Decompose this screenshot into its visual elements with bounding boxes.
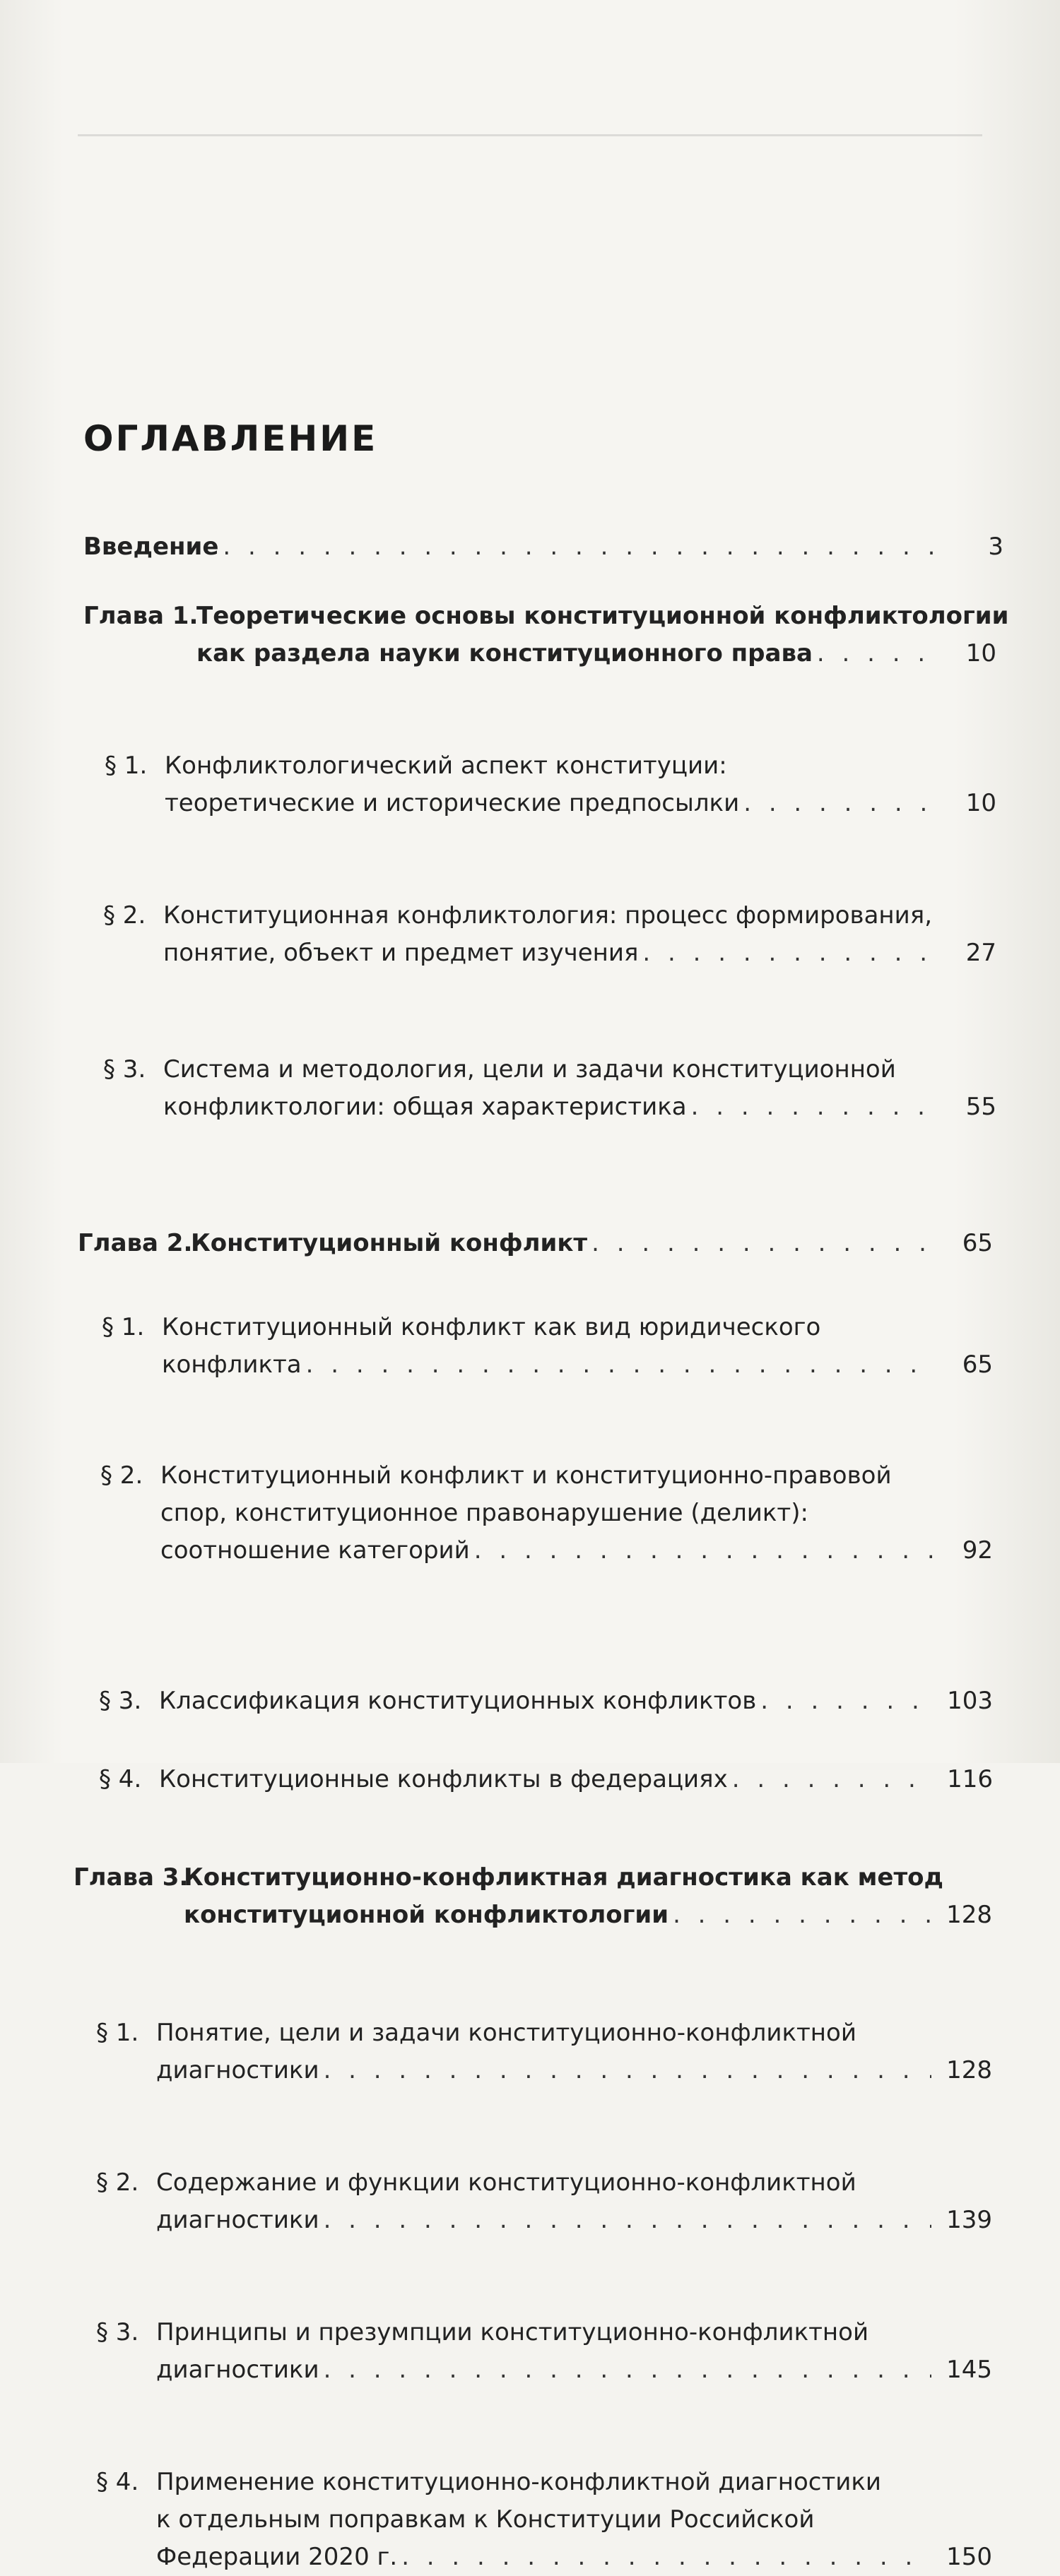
leader-dots [817, 635, 936, 672]
chapter-label: Глава 3. [73, 1863, 189, 1892]
leader-dots [324, 2052, 931, 2089]
toc-section [96, 2314, 992, 2389]
section-title: понятие, объект и предмет изучения [163, 939, 639, 967]
section-label: § 2. [100, 1461, 143, 1490]
section-title: диагностики [156, 2206, 319, 2234]
chapter-title: конституционной конфликтологии [184, 1901, 669, 1929]
toc-section [103, 897, 996, 972]
leader-dots [324, 2351, 931, 2389]
section-label: § 3. [99, 1687, 142, 1715]
section-title: Принципы и презумпции конституционно-конфликтной [156, 2318, 869, 2346]
chapter-title: Конституционно-конфликтная диагностика как метод [184, 1863, 943, 1892]
leader-dots [743, 785, 936, 822]
toc-chapter-3 [73, 1859, 992, 1934]
section-page: 92 [962, 1536, 993, 1565]
chapter-page: 10 [965, 639, 996, 667]
section-title: Федерации 2020 г. [156, 2543, 398, 2571]
section-label: § 1. [96, 2019, 139, 2047]
toc-section [100, 1457, 993, 1569]
section-label: § 1. [102, 1313, 145, 1341]
toc-chapter-2 [78, 1225, 993, 1262]
toc-section [103, 1051, 996, 1126]
leader-dots [401, 2539, 931, 2576]
section-title: Конституционный конфликт как вид юридического [162, 1313, 821, 1341]
section-page: 150 [946, 2543, 992, 2571]
section-title: теоретические и исторические предпосылки [165, 789, 740, 817]
section-label: § 4. [96, 2468, 139, 2496]
toc-section [99, 1682, 993, 1720]
toc-section [96, 2464, 992, 2576]
leader-dots [223, 528, 943, 566]
toc-section [102, 1309, 993, 1384]
chapter-label: Глава 2. [78, 1229, 193, 1257]
chapter-page: 65 [962, 1229, 993, 1257]
toc-section [96, 2014, 992, 2089]
section-title: Классификация конституционных конфликтов [159, 1687, 757, 1715]
section-page: 116 [947, 1765, 993, 1793]
toc-intro [83, 528, 1003, 566]
chapter-title: Теоретические основы конституционной конфликтологии [196, 602, 1009, 630]
section-page: 65 [962, 1351, 993, 1379]
section-page: 27 [965, 939, 996, 967]
section-label: § 1. [105, 752, 148, 780]
section-title: Конституционная конфликтология: процесс формирования, [163, 901, 933, 930]
leader-dots [591, 1225, 932, 1262]
section-page: 103 [947, 1687, 993, 1715]
section-title: соотношение категорий [160, 1536, 470, 1565]
chapter-page: 128 [946, 1901, 992, 1929]
toc-chapter-1 [83, 598, 1009, 672]
chapter-label: Глава 1. [83, 602, 199, 630]
page-title: ОГЛАВЛЕНИЕ [83, 418, 378, 459]
section-title: к отдельным поправкам к Конституции Российской [156, 2505, 815, 2534]
section-label: § 3. [103, 1055, 146, 1084]
leader-dots [324, 2202, 931, 2239]
leader-dots [673, 1897, 931, 1934]
section-label: § 4. [99, 1765, 142, 1793]
section-title: конфликтологии: общая характеристика [163, 1093, 687, 1121]
section-title: диагностики [156, 2056, 319, 2084]
section-page: 10 [965, 789, 996, 817]
toc-intro-page: 3 [988, 533, 1003, 561]
toc-intro-label: Введение [83, 533, 219, 561]
section-title: Понятие, цели и задачи конституционно-конфликтной [156, 2019, 856, 2047]
section-title: Конфликтологический аспект конституции: [165, 752, 727, 780]
leader-dots [474, 1532, 932, 1569]
section-page: 145 [946, 2356, 992, 2384]
leader-dots [642, 934, 936, 972]
toc-section [105, 747, 996, 822]
chapter-title: Конституционный конфликт [191, 1229, 588, 1257]
leader-dots [306, 1346, 932, 1384]
section-title: Система и методология, цели и задачи конституционной [163, 1055, 896, 1084]
leader-dots [732, 1761, 932, 1798]
toc-section [96, 2164, 992, 2239]
section-title: Содержание и функции конституционно-конфликтной [156, 2168, 856, 2197]
section-title: Конституционные конфликты в федерациях [159, 1765, 728, 1793]
chapter-title: как раздела науки конституционного права [196, 639, 813, 667]
section-page: 55 [965, 1093, 996, 1121]
leader-dots [760, 1682, 932, 1720]
leader-dots [691, 1088, 936, 1126]
toc-section [99, 1761, 993, 1798]
section-label: § 3. [96, 2318, 139, 2346]
section-title: Конституционный конфликт и конституционно-правовой [160, 1461, 892, 1490]
section-label: § 2. [103, 901, 146, 930]
section-page: 128 [946, 2056, 992, 2084]
section-title: Применение конституционно-конфликтной диагностики [156, 2468, 881, 2496]
section-title: конфликта [162, 1351, 302, 1379]
section-title: диагностики [156, 2356, 319, 2384]
section-page: 139 [946, 2206, 992, 2234]
section-title: спор, конституционное правонарушение (деликт): [160, 1499, 808, 1527]
section-label: § 2. [96, 2168, 139, 2197]
